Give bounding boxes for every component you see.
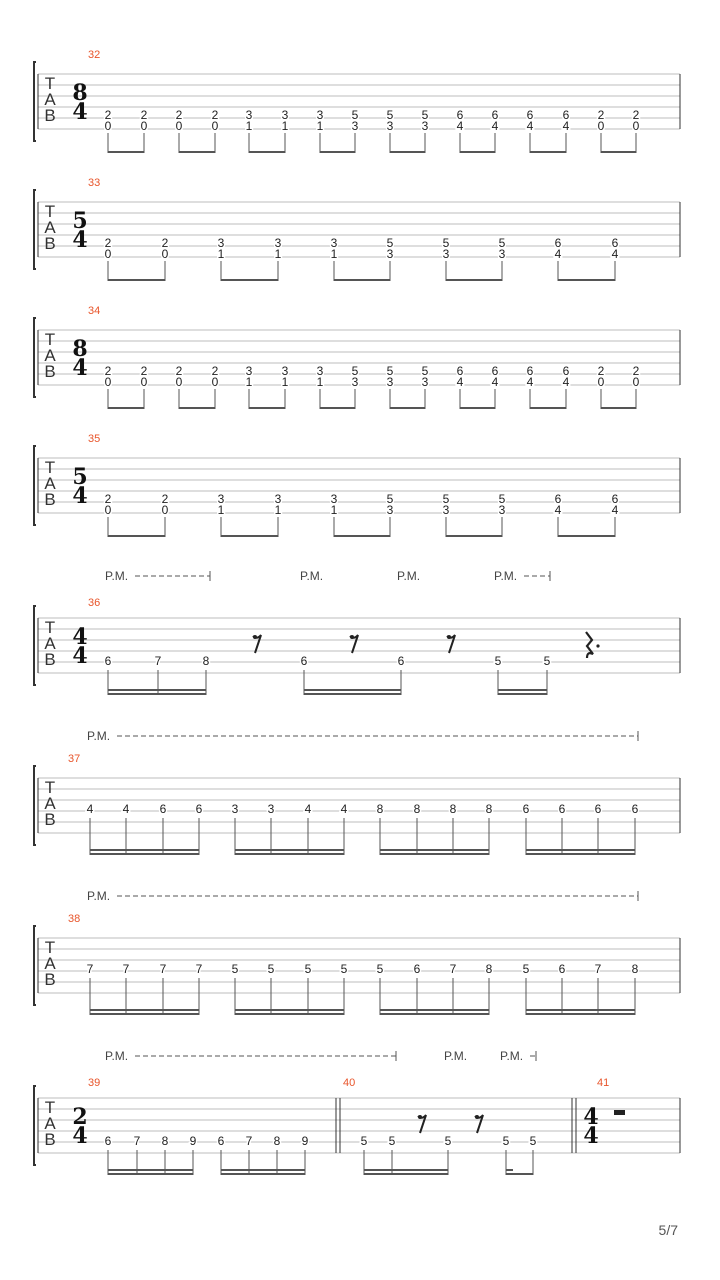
fret-number: 6	[562, 108, 570, 122]
fret-number: 3	[274, 492, 282, 506]
fret-number: 1	[274, 247, 282, 261]
fret-number: 3	[330, 492, 338, 506]
beam	[221, 1169, 305, 1171]
fret-number: 6	[217, 1134, 225, 1148]
fret-number: 5	[502, 1134, 510, 1148]
beam	[235, 1013, 344, 1015]
tab-clef-t: T	[44, 938, 56, 957]
fret-number: 1	[281, 119, 289, 133]
fret-number: 6	[456, 364, 464, 378]
fret-number: 0	[597, 119, 605, 133]
beam	[498, 689, 547, 691]
beam	[221, 1173, 305, 1175]
fret-number: 3	[421, 119, 429, 133]
tab-clef-t: T	[44, 202, 56, 221]
fret-number: 5	[421, 108, 429, 122]
palm-mute-label: P.M.	[87, 729, 111, 743]
tab-clef-b: B	[44, 650, 56, 669]
beam	[334, 279, 390, 281]
palm-mute-label: P.M.	[500, 1049, 524, 1063]
palm-mute-label: P.M.	[105, 569, 129, 583]
beam	[249, 151, 285, 153]
beam	[221, 279, 278, 281]
system-bracket	[34, 318, 36, 397]
fret-number: 3	[351, 119, 359, 133]
tab-clef-a: A	[44, 1114, 56, 1133]
time-signature-bottom: 4	[72, 1123, 88, 1149]
fret-number: 8	[631, 962, 639, 976]
fret-number: 3	[267, 802, 275, 816]
fret-number: 3	[442, 247, 450, 261]
beam	[558, 279, 615, 281]
fret-number: 6	[554, 236, 562, 250]
fret-number: 0	[597, 375, 605, 389]
fret-number: 5	[386, 364, 394, 378]
fret-number: 5	[543, 654, 551, 668]
fret-number: 4	[340, 802, 348, 816]
fret-number: 3	[217, 236, 225, 250]
measure-number: 40	[343, 1077, 356, 1089]
rest-spacer: 𝅀	[352, 650, 354, 651]
fret-number: 3	[421, 375, 429, 389]
system-bracket	[34, 190, 36, 269]
beam	[221, 535, 278, 537]
fret-number: 5	[340, 962, 348, 976]
beam	[108, 279, 165, 281]
time-signature-bottom: 4	[72, 643, 88, 669]
fret-number: 0	[632, 375, 640, 389]
fret-number: 9	[301, 1134, 309, 1148]
fret-number: 6	[300, 654, 308, 668]
fret-number: 2	[104, 108, 112, 122]
fret-number: 3	[386, 247, 394, 261]
fret-number: 3	[330, 236, 338, 250]
fret-number: 1	[330, 247, 338, 261]
system-bracket	[34, 926, 36, 1005]
fret-number: 2	[597, 108, 605, 122]
time-signature-top: 5	[72, 464, 88, 490]
beam	[498, 693, 547, 695]
tab-clef-b: B	[44, 362, 56, 381]
beam	[380, 849, 489, 851]
time-signature-top: 8	[72, 336, 88, 362]
fret-number: 5	[442, 236, 450, 250]
beam	[380, 1013, 489, 1015]
fret-number: 3	[281, 108, 289, 122]
fret-number: 7	[122, 962, 130, 976]
fret-number: 4	[554, 247, 562, 261]
beam	[179, 407, 215, 409]
beam	[108, 689, 206, 691]
time-signature-bottom: 4	[583, 1123, 599, 1149]
fret-number: 4	[122, 802, 130, 816]
fret-number: 5	[388, 1134, 396, 1148]
tab-clef-t: T	[44, 330, 56, 349]
fret-number: 7	[133, 1134, 141, 1148]
beam	[235, 853, 344, 855]
palm-mute-label: P.M.	[87, 889, 111, 903]
beam	[304, 693, 401, 695]
fret-number: 8	[449, 802, 457, 816]
fret-number: 3	[386, 503, 394, 517]
fret-number: 2	[104, 364, 112, 378]
measure-number: 41	[597, 1077, 610, 1089]
beam	[601, 407, 636, 409]
fret-number: 5	[304, 962, 312, 976]
fret-number: 0	[140, 375, 148, 389]
fret-number: 6	[631, 802, 639, 816]
fret-number: 4	[86, 802, 94, 816]
fret-number: 5	[442, 492, 450, 506]
fret-number: 0	[104, 119, 112, 133]
time-signature-top: 5	[72, 208, 88, 234]
fret-number: 0	[211, 375, 219, 389]
fret-number: 2	[161, 492, 169, 506]
fret-number: 6	[522, 802, 530, 816]
fret-number: 0	[175, 119, 183, 133]
palm-mute-label: P.M.	[105, 1049, 129, 1063]
fret-number: 1	[316, 375, 324, 389]
fret-number: 4	[562, 375, 570, 389]
beam	[380, 853, 489, 855]
quarter-rest	[586, 632, 593, 658]
tab-clef-a: A	[44, 794, 56, 813]
fret-number: 3	[245, 364, 253, 378]
fret-number: 5	[444, 1134, 452, 1148]
beam	[90, 849, 199, 851]
fret-number: 2	[140, 364, 148, 378]
half-rest	[614, 1110, 625, 1115]
fret-number: 6	[558, 802, 566, 816]
fret-number: 5	[267, 962, 275, 976]
fret-number: 6	[611, 236, 619, 250]
tab-clef-a: A	[44, 346, 56, 365]
fret-number: 5	[351, 364, 359, 378]
fret-number: 2	[175, 364, 183, 378]
fret-number: 6	[554, 492, 562, 506]
palm-mute-label: P.M.	[300, 569, 324, 583]
beam	[601, 151, 636, 153]
rest-spacer: 𝅀	[449, 650, 451, 651]
beam	[526, 1013, 635, 1015]
fret-number: 2	[161, 236, 169, 250]
fret-number: 4	[611, 247, 619, 261]
system-bracket	[34, 62, 36, 141]
rest-spacer: 𝅀	[420, 1130, 422, 1131]
fret-number: 5	[498, 236, 506, 250]
fret-number: 6	[159, 802, 167, 816]
time-signature-top: 4	[583, 1104, 599, 1130]
fret-number: 5	[494, 654, 502, 668]
tab-clef-t: T	[44, 74, 56, 93]
fret-number: 7	[195, 962, 203, 976]
beam	[108, 693, 206, 695]
fret-number: 7	[86, 962, 94, 976]
fret-number: 4	[304, 802, 312, 816]
fret-number: 2	[632, 364, 640, 378]
fret-number: 6	[104, 654, 112, 668]
tab-clef-a: A	[44, 474, 56, 493]
fret-number: 4	[526, 375, 534, 389]
fret-number: 4	[554, 503, 562, 517]
tab-clef-a: A	[44, 634, 56, 653]
tab-clef-t: T	[44, 778, 56, 797]
fret-number: 1	[330, 503, 338, 517]
fret-number: 8	[202, 654, 210, 668]
fret-number: 6	[526, 108, 534, 122]
measure-number: 36	[88, 597, 101, 609]
beam	[526, 1009, 635, 1011]
system-bracket	[34, 606, 36, 685]
fret-number: 5	[498, 492, 506, 506]
fret-number: 3	[386, 375, 394, 389]
beam	[506, 1173, 533, 1175]
beam	[526, 853, 635, 855]
fret-number: 3	[231, 802, 239, 816]
fret-number: 2	[597, 364, 605, 378]
fret-number: 1	[274, 503, 282, 517]
tab-clef-a: A	[44, 90, 56, 109]
tab-clef-b: B	[44, 106, 56, 125]
beam	[334, 535, 390, 537]
rest-dot	[447, 635, 451, 639]
fret-number: 8	[161, 1134, 169, 1148]
beam	[390, 407, 425, 409]
fret-number: 6	[104, 1134, 112, 1148]
time-signature-top: 8	[72, 80, 88, 106]
measure-number: 39	[88, 1077, 101, 1089]
fret-number: 6	[491, 364, 499, 378]
fret-number: 6	[611, 492, 619, 506]
fret-number: 3	[274, 236, 282, 250]
fret-number: 5	[522, 962, 530, 976]
fret-number: 5	[421, 364, 429, 378]
time-signature-top: 4	[72, 624, 88, 650]
beam	[320, 407, 355, 409]
tab-clef-t: T	[44, 458, 56, 477]
tab-clef-a: A	[44, 218, 56, 237]
system-bracket	[34, 1086, 36, 1165]
tab-clef-b: B	[44, 234, 56, 253]
fret-number: 8	[413, 802, 421, 816]
beam	[90, 1013, 199, 1015]
measure-number: 34	[88, 305, 101, 317]
time-signature-bottom: 4	[72, 227, 88, 253]
fret-number: 5	[231, 962, 239, 976]
beam	[460, 407, 495, 409]
fret-number: 4	[491, 375, 499, 389]
beam	[364, 1169, 448, 1171]
fret-number: 8	[376, 802, 384, 816]
fret-number: 0	[104, 375, 112, 389]
time-signature-bottom: 4	[72, 99, 88, 125]
rest-dot	[253, 635, 257, 639]
fret-number: 1	[217, 503, 225, 517]
measure-number: 37	[68, 753, 81, 765]
fret-number: 5	[386, 108, 394, 122]
fret-number: 3	[386, 119, 394, 133]
tab-clef-t: T	[44, 618, 56, 637]
fret-number: 5	[351, 108, 359, 122]
beam	[304, 689, 401, 691]
fret-number: 0	[104, 247, 112, 261]
beam	[235, 849, 344, 851]
fret-number: 5	[386, 492, 394, 506]
beam	[179, 151, 215, 153]
measure-number: 38	[68, 913, 81, 925]
fret-number: 6	[397, 654, 405, 668]
fret-number: 2	[140, 108, 148, 122]
fret-number: 1	[217, 247, 225, 261]
beam-stub	[506, 1169, 513, 1171]
fret-number: 5	[360, 1134, 368, 1148]
fret-number: 6	[491, 108, 499, 122]
beam	[90, 1009, 199, 1011]
fret-number: 0	[104, 503, 112, 517]
beam	[108, 535, 165, 537]
fret-number: 3	[316, 108, 324, 122]
rest-spacer: 𝅀	[255, 650, 257, 651]
fret-number: 7	[154, 654, 162, 668]
fret-number: 4	[526, 119, 534, 133]
beam	[446, 279, 502, 281]
fret-number: 2	[211, 108, 219, 122]
fret-number: 3	[245, 108, 253, 122]
fret-number: 7	[594, 962, 602, 976]
fret-number: 2	[632, 108, 640, 122]
fret-number: 4	[491, 119, 499, 133]
beam	[108, 407, 144, 409]
tab-clef-b: B	[44, 490, 56, 509]
measure-number: 35	[88, 433, 101, 445]
fret-number: 4	[611, 503, 619, 517]
rest-dot	[350, 635, 354, 639]
fret-number: 5	[376, 962, 384, 976]
beam	[108, 1173, 193, 1175]
beam	[108, 1169, 193, 1171]
fret-number: 6	[413, 962, 421, 976]
fret-number: 2	[104, 492, 112, 506]
time-signature-bottom: 4	[72, 483, 88, 509]
fret-number: 2	[104, 236, 112, 250]
system-bracket	[34, 766, 36, 845]
beam	[90, 853, 199, 855]
fret-number: 6	[195, 802, 203, 816]
fret-number: 1	[281, 375, 289, 389]
fret-number: 1	[245, 375, 253, 389]
fret-number: 0	[140, 119, 148, 133]
tab-clef-b: B	[44, 810, 56, 829]
system-bracket	[34, 446, 36, 525]
fret-number: 0	[632, 119, 640, 133]
palm-mute-label: P.M.	[494, 569, 518, 583]
fret-number: 8	[485, 802, 493, 816]
beam	[446, 535, 502, 537]
fret-number: 7	[245, 1134, 253, 1148]
fret-number: 8	[273, 1134, 281, 1148]
fret-number: 3	[281, 364, 289, 378]
fret-number: 4	[456, 375, 464, 389]
tab-clef-b: B	[44, 1130, 56, 1149]
fret-number: 6	[558, 962, 566, 976]
rest-dot	[596, 644, 599, 647]
fret-number: 0	[161, 503, 169, 517]
beam	[558, 535, 615, 537]
time-signature-top: 2	[72, 1104, 88, 1130]
fret-number: 2	[211, 364, 219, 378]
rest-dot	[418, 1115, 422, 1119]
palm-mute-label: P.M.	[397, 569, 421, 583]
fret-number: 2	[175, 108, 183, 122]
beam	[530, 151, 566, 153]
fret-number: 6	[594, 802, 602, 816]
page-number: 5/7	[658, 1222, 678, 1238]
fret-number: 1	[245, 119, 253, 133]
beam	[460, 151, 495, 153]
beam	[364, 1173, 448, 1175]
fret-number: 0	[211, 119, 219, 133]
beam	[249, 407, 285, 409]
beam	[530, 407, 566, 409]
fret-number: 3	[442, 503, 450, 517]
fret-number: 4	[562, 119, 570, 133]
fret-number: 3	[351, 375, 359, 389]
fret-number: 9	[189, 1134, 197, 1148]
fret-number: 6	[456, 108, 464, 122]
fret-number: 4	[456, 119, 464, 133]
beam	[380, 1009, 489, 1011]
fret-number: 8	[485, 962, 493, 976]
fret-number: 3	[498, 247, 506, 261]
palm-mute-label: P.M.	[444, 1049, 468, 1063]
time-signature-bottom: 4	[72, 355, 88, 381]
rest-spacer: 𝅀	[477, 1130, 479, 1131]
fret-number: 0	[161, 247, 169, 261]
fret-number: 7	[159, 962, 167, 976]
fret-number: 3	[498, 503, 506, 517]
tab-clef-b: B	[44, 970, 56, 989]
fret-number: 3	[217, 492, 225, 506]
tab-clef-t: T	[44, 1098, 56, 1117]
beam	[235, 1009, 344, 1011]
fret-number: 3	[316, 364, 324, 378]
fret-number: 6	[562, 364, 570, 378]
fret-number: 6	[526, 364, 534, 378]
beam	[526, 849, 635, 851]
rest-dot	[475, 1115, 479, 1119]
beam	[390, 151, 425, 153]
measure-number: 32	[88, 49, 101, 61]
measure-number: 33	[88, 177, 101, 189]
fret-number: 1	[316, 119, 324, 133]
beam	[108, 151, 144, 153]
tab-clef-a: A	[44, 954, 56, 973]
fret-number: 5	[386, 236, 394, 250]
fret-number: 7	[449, 962, 457, 976]
beam	[320, 151, 355, 153]
fret-number: 5	[529, 1134, 537, 1148]
fret-number: 0	[175, 375, 183, 389]
